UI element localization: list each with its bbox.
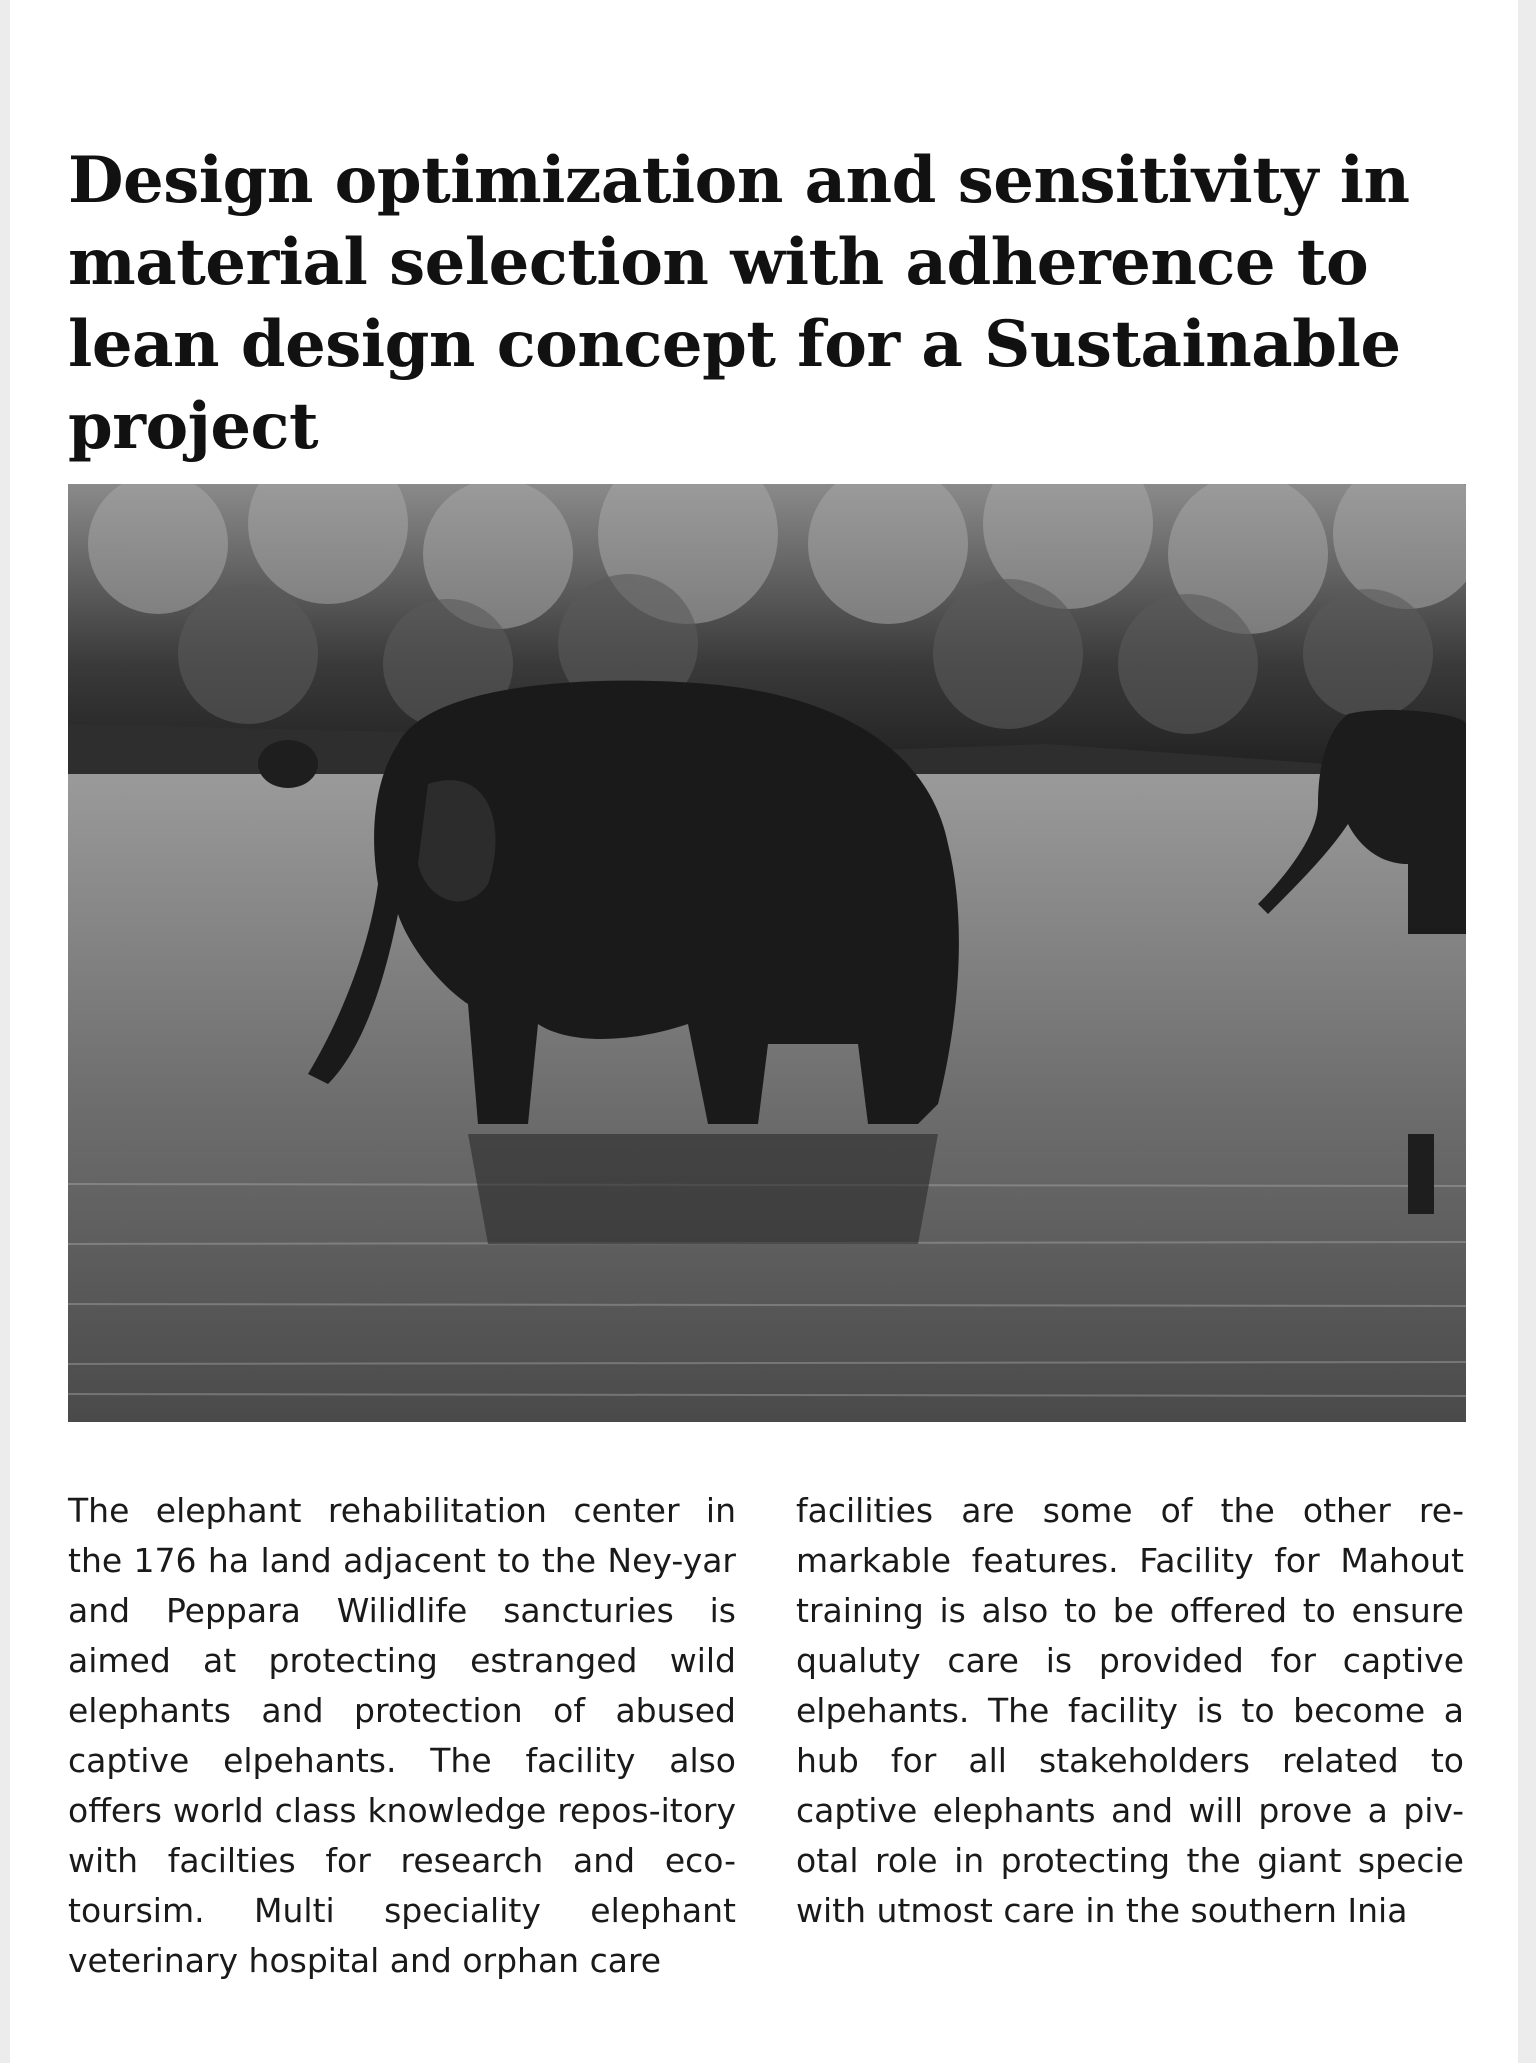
elephant-photo	[68, 484, 1466, 1422]
article-title: Design optimization and sensitivity in material selection with adherence to lean design concept for a Sustainable project	[68, 143, 1410, 464]
document-page	[10, 0, 1518, 2063]
body-text-column-left: The elephant rehabilitation center in the 176 ha land adjacent to the Ney-yar and Peppara Wilidlife sancturies is aimed at protecting estranged wild elephants and protection of abused captive elpehants. The facility also offers world class knowledge repos-itory with facilties for research and eco-toursim. Multi speciality elephant veterinary hospital and orphan care	[68, 1491, 736, 1980]
body-text-column-right: facilities are some of the other re-markable features. Facility for Mahout training is also to be offered to ensure qualuty care is provided for captive elpehants. The facility is to become a hub for all stakeholders related to captive elephants and will prove a piv-otal role in protecting the giant specie with utmost care in the southern Inia	[796, 1491, 1464, 1930]
